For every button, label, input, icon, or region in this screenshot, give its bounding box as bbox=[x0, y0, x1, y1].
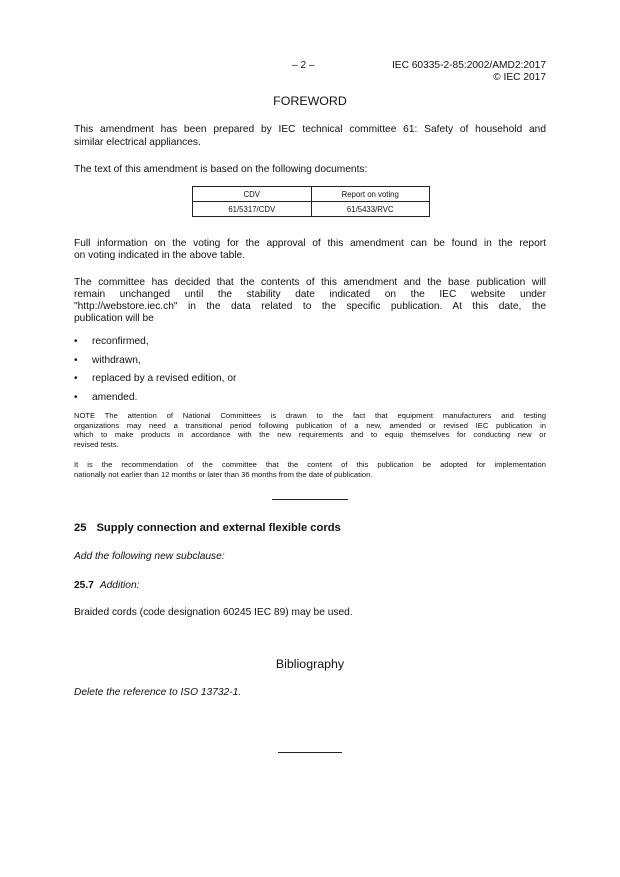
subclause-label: Addition: bbox=[99, 580, 140, 591]
table-cell-cdv: 61/5317/CDV bbox=[193, 202, 312, 217]
bullet-icon: • bbox=[74, 354, 78, 366]
clause-25-heading bbox=[74, 522, 546, 534]
note-line-2: organizations may need a transitional period following publication of a new, amended or revised IEC publication in bbox=[74, 420, 546, 430]
table-header-cdv: CDV bbox=[193, 187, 312, 202]
bullet-icon: • bbox=[74, 336, 78, 347]
list-item-text: replaced by a revised edition, or bbox=[92, 373, 237, 384]
braided-cords-text: Braided cords (code designation 60245 IEC 89) may be used. bbox=[74, 607, 353, 618]
publication-options-list bbox=[74, 336, 546, 410]
document-id: IEC 60335-2-85:2002/AMD2:2017 bbox=[391, 60, 546, 71]
end-divider bbox=[278, 752, 342, 753]
list-item-text: withdrawn, bbox=[92, 354, 141, 366]
bullet-icon: • bbox=[74, 391, 78, 403]
copyright: © IEC 2017 bbox=[493, 72, 546, 83]
recommendation-line-2: nationally not earlier than 12 months or later than 36 months from the date of publication. bbox=[74, 469, 373, 479]
note-line-3: which to make products in accordance with the new requirements and to equip themselves for conducting new or bbox=[74, 430, 546, 439]
page-number: – 2 – bbox=[292, 60, 315, 71]
subclause-number: 25.7 bbox=[74, 580, 94, 591]
committee-line-4: publication will be bbox=[74, 313, 154, 324]
list-item-text: reconfirmed, bbox=[92, 336, 149, 347]
note-line-1: NOTE The attention of National Committees is drawn to the fact that equipment manufacturers and testing bbox=[74, 411, 546, 420]
bibliography-text: Delete the reference to ISO 13732-1. bbox=[74, 687, 242, 698]
committee-line-2: remain unchanged until the stability date indicated on the IEC website under bbox=[74, 289, 546, 300]
intro-line-2: similar electrical appliances. bbox=[74, 137, 201, 148]
documents-intro: The text of this amendment is based on the following documents: bbox=[74, 164, 368, 175]
subclause-25-7 bbox=[74, 580, 546, 593]
list-item bbox=[74, 336, 546, 355]
clause-instruction: Add the following new subclause: bbox=[74, 551, 225, 562]
committee-line-3: "http://webstore.iec.ch" in the data related to the specific publication. At this date, the bbox=[74, 301, 546, 312]
voting-line-1: Full information on the voting for the approval of this amendment can be found in the report bbox=[74, 238, 546, 249]
section-divider bbox=[272, 499, 348, 500]
list-item bbox=[74, 373, 546, 392]
table-row bbox=[193, 202, 430, 217]
table-header-rvc: Report on voting bbox=[311, 187, 430, 202]
voting-table bbox=[192, 186, 430, 217]
intro-line-1: This amendment has been prepared by IEC technical committee 61: Safety of household and bbox=[74, 124, 546, 135]
list-item-text: amended. bbox=[92, 391, 138, 403]
foreword-title: FOREWORD bbox=[273, 94, 347, 108]
note-line-4: revised tests. bbox=[74, 439, 119, 449]
bibliography-title: Bibliography bbox=[275, 657, 345, 671]
recommendation-line-1: It is the recommendation of the committee that the content of this publication be adopted for implementation bbox=[74, 460, 546, 469]
voting-line-2: on voting indicated in the above table. bbox=[74, 250, 246, 261]
table-cell-rvc: 61/5433/RVC bbox=[311, 202, 430, 217]
list-item bbox=[74, 392, 546, 411]
bullet-icon: • bbox=[74, 373, 78, 384]
clause-title: Supply connection and external flexible cords bbox=[96, 522, 341, 534]
committee-line-1: The committee has decided that the contents of this amendment and the base publication will bbox=[74, 277, 546, 288]
table-header-row bbox=[193, 187, 430, 202]
list-item bbox=[74, 355, 546, 374]
clause-number: 25 bbox=[74, 522, 87, 534]
